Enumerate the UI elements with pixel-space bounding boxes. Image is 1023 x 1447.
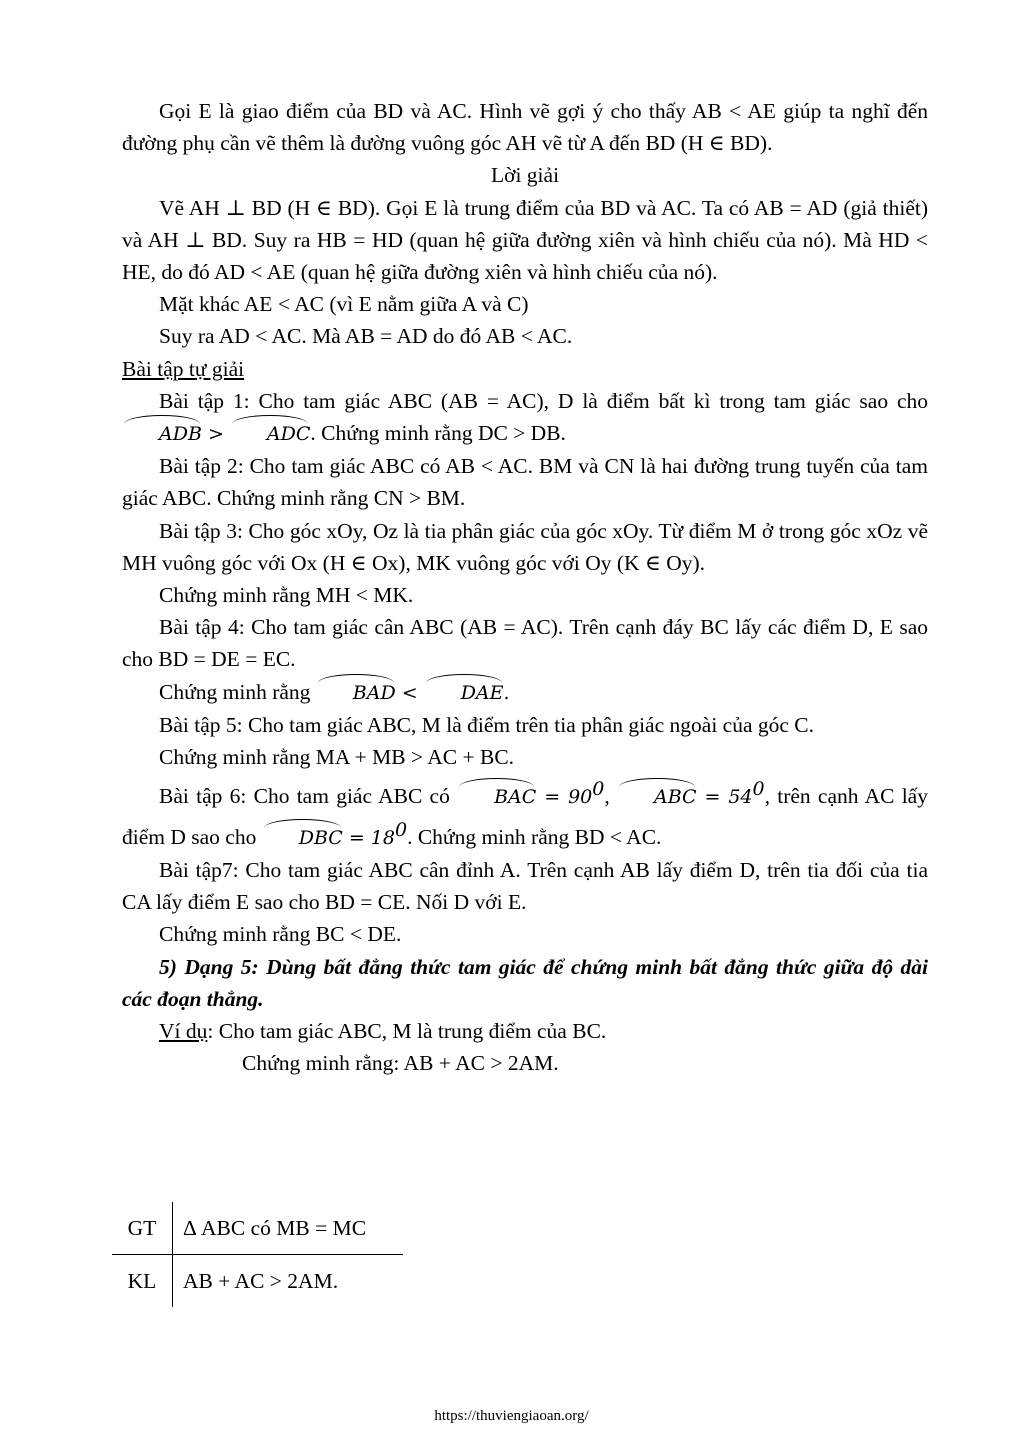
section-5-heading: 5) Dạng 5: Dùng bất đẳng thức tam giác để chứng minh bất đẳng thức giữa độ dài các đoạn thẳng. xyxy=(122,954,928,1011)
exercises-title: Bài tập tự giải xyxy=(122,356,245,381)
solution-heading: Lời giải xyxy=(490,163,560,188)
exercise-5: Bài tập 5: Cho tam giác ABC, M là điểm trên tia phân giác ngoài của góc C. xyxy=(159,712,815,737)
angle-adc: ADC xyxy=(230,418,311,450)
solution-paragraph: Vẽ AH ⊥ BD (H ∈ BD). Gọi E là trung điểm của BD và AC. Ta có AB = AD (giả thiết) và AH ⊥ BD. Suy ra HB = HD (quan hệ giữa đường xiên và hình chiếu của nó). Mà HD < HE, do đó AD < AE (quan hệ giữa đường xiên và hình chiếu của nó). xyxy=(122,195,928,285)
example-label: Ví dụ xyxy=(159,1019,208,1043)
exercise-6: Bài tập 6: Cho tam giác ABC có BAC = $90^0$, ABC = $54^0$, trên cạnh AC lấy điểm D sao cho DBC = $18^0$. Chứng minh rằng BD < AC. xyxy=(122,773,928,854)
angle-dae: DAE xyxy=(424,677,504,709)
kl-label: KL xyxy=(112,1255,173,1308)
solution-line-3: Mặt khác AE < AC (vì E nằm giữa A và C) xyxy=(159,292,529,317)
exercise-7: Bài tập7: Cho tam giác ABC cân đỉnh A. Trên cạnh AB lấy điểm D, trên tia đối của tia CA lấy điểm E sao cho BD = CE. Nối D với E. xyxy=(122,857,928,915)
exercise-3: Bài tập 3: Cho góc xOy, Oz là tia phân giác của góc xOy. Từ điểm M ở trong góc xOz vẽ MH vuông góc với Ox (H ∈ Ox), MK vuông góc với Oy (K ∈ Oy). xyxy=(122,518,928,575)
example-prove: Chứng minh rằng: AB + AC > 2AM. xyxy=(242,1051,559,1076)
exercise-4-prove: Chứng minh rằng BAD < DAE. xyxy=(122,676,928,709)
angle-dbc: DBC xyxy=(262,822,343,854)
example-line: Ví dụ: Cho tam giác ABC, M là trung điểm của BC. xyxy=(159,1019,607,1043)
exercise-4: Bài tập 4: Cho tam giác cân ABC (AB = AC). Trên cạnh đáy BC lấy các điểm D, E sao cho BD = DE = EC. xyxy=(122,615,928,672)
angle-adb: ADB xyxy=(122,418,202,450)
exercise-2: Bài tập 2: Cho tam giác ABC có AB < AC. BM và CN là hai đường trung tuyến của tam giác ABC. Chứng minh rằng CN > BM. xyxy=(122,454,928,511)
intro-paragraph: Gọi E là giao điểm của BD và AC. Hình vẽ gợi ý cho thấy AB < AE giúp ta nghĩ đến đường phụ cần vẽ thêm là đường vuông góc AH vẽ từ A đến BD (H ∈ BD). xyxy=(122,99,928,156)
angle-abc: ABC xyxy=(617,781,697,813)
gt-value: Δ ABC có MB = MC xyxy=(173,1202,404,1255)
exercise-7-prove: Chứng minh rằng BC < DE. xyxy=(159,922,402,947)
exercise-3-prove: Chứng minh rằng MH < MK. xyxy=(159,583,414,608)
angle-bac: BAC xyxy=(457,781,536,813)
exercise-5-prove: Chứng minh rằng MA + MB > AC + BC. xyxy=(159,745,515,770)
gt-label: GT xyxy=(112,1202,173,1255)
solution-line-4: Suy ra AD < AC. Mà AB = AD do đó AB < AC. xyxy=(159,324,573,349)
angle-bad: BAD xyxy=(316,677,396,709)
gt-kl-table xyxy=(112,1202,403,1307)
document-body xyxy=(122,95,928,1079)
kl-value: AB + AC > 2AM. xyxy=(183,1268,339,1293)
footer-url: https://thuviengiaoan.org/ xyxy=(434,1408,589,1424)
exercise-1: Bài tập 1: Cho tam giác ABC (AB = AC), D là điểm bất kì trong tam giác sao cho ADB > ADC. Chứng minh rằng DC > DB. xyxy=(122,385,928,450)
